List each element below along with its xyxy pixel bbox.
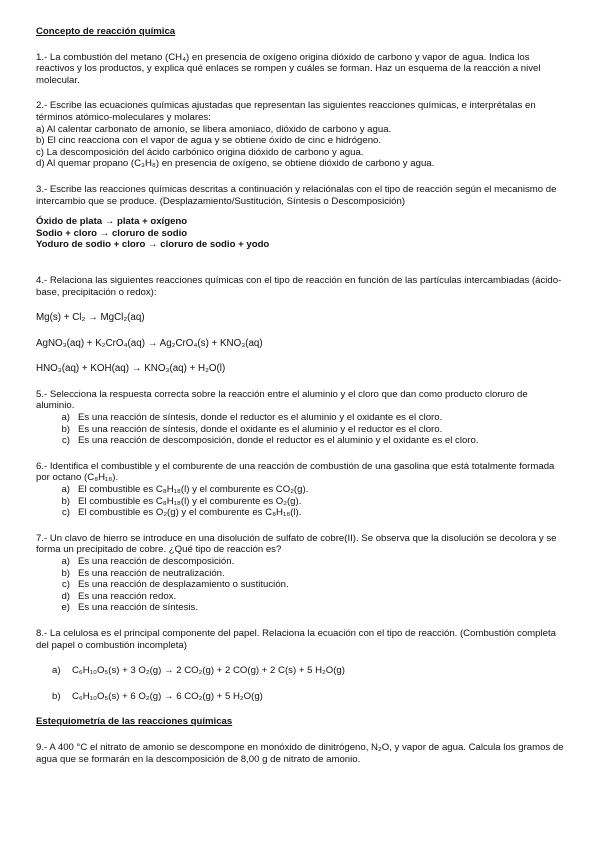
- question-6: 6.- Identifica el combustible y el comburente de una reacción de combustión de una gasolina que está totalmente formada por octano (C₈H₁₈).: [36, 460, 555, 484]
- question-5-option-c: [36, 435, 566, 447]
- equation-text: C₆H₁₀O₅(s) + 3 O₂(g) → 2 CO₂(g) + 2 CO(g) + 2 C(s) + 5 H₂O(g): [72, 665, 345, 677]
- question-8-equation-b: [36, 691, 566, 703]
- option-text: Es una reacción redox.: [78, 590, 177, 602]
- option-text: El combustible es C₈H₁₈(l) y el comburente es O₂(g).: [78, 495, 302, 507]
- question-9: 9.- A 400 °C el nitrato de amonio se descompone en monóxido de dinitrógeno, N₂O, y vapor de agua. Calcula los gramos de agua que se formarán en la descomposición de 8,00 g de nitrato de amonio.: [36, 741, 564, 765]
- question-8-equation-a: [36, 665, 566, 677]
- question-2-item-b: b) El cinc reacciona con el vapor de agua y se obtiene óxido de cinc e hidrógeno.: [36, 135, 382, 147]
- question-4-equation-2: AgNO₃(aq) + K₂CrO₄(aq) → Ag₂CrO₄(s) + KNO₃(aq): [36, 337, 263, 349]
- option-letter: c): [62, 579, 70, 591]
- option-text: Es una reacción de síntesis.: [78, 602, 198, 614]
- question-7-option-a: [36, 556, 566, 568]
- section-heading-concept: Concepto de reacción química: [36, 26, 176, 37]
- question-3-reaction-3: Yoduro de sodio + cloro → cloruro de sodio + yodo: [36, 239, 270, 251]
- question-7-option-b: [36, 568, 566, 580]
- option-letter: a): [61, 412, 70, 424]
- option-letter: b): [61, 423, 70, 435]
- question-7-option-c: [36, 579, 566, 591]
- question-3-reaction-2: Sodio + cloro → cloruro de sodio: [36, 227, 188, 239]
- question-4-equation-3: HNO₃(aq) + KOH(aq) → KNO₃(aq) + H₂O(l): [36, 363, 226, 375]
- question-2-item-d: d) Al quemar propano (C₃H₈) en presencia de oxígeno, se obtiene dióxido de carbono y agua.: [36, 158, 435, 170]
- question-5-option-b: [36, 424, 566, 436]
- option-text: Es una reacción de síntesis, donde el reductor es el aluminio y el oxidante es el cloro.: [78, 412, 443, 424]
- question-7-option-e: [36, 602, 566, 614]
- question-1: 1.- La combustión del metano (CH₄) en presencia de oxígeno origina dióxido de carbono y vapor de agua. Indica los reactivos y los productos, y explica qué enlaces se rompen y cuáles se forman. Haz un esquema de la reacción a nivel molecular.: [36, 51, 541, 86]
- question-6-option-a: [36, 484, 566, 496]
- option-letter: e): [61, 602, 70, 614]
- option-letter: a): [61, 556, 70, 567]
- equation-text: C₆H₁₀O₅(s) + 6 O₂(g) → 6 CO₂(g) + 5 H₂O(g): [72, 690, 263, 702]
- question-2: 2.- Escribe las ecuaciones químicas ajustadas que representan las siguientes reacciones químicas, e interprétalas en términos atómico-moleculares y molares:: [36, 100, 536, 123]
- option-letter: c): [62, 435, 70, 447]
- option-letter: c): [62, 507, 70, 519]
- option-text: Es una reacción de descomposición.: [78, 556, 235, 567]
- question-4-equation-1: Mg(s) + Cl₂ → MgCl₂(aq): [36, 312, 145, 324]
- question-2-item-c: c) La descomposición del ácido carbónico origina dióxido de carbono y agua.: [36, 146, 364, 158]
- question-3-reaction-1: Óxido de plata → plata + oxígeno: [36, 216, 188, 228]
- option-text: Es una reacción de síntesis, donde el oxidante es el aluminio y el reductor es el cloro.: [78, 423, 443, 435]
- question-8: 8.- La celulosa es el principal componente del papel. Relaciona la ecuación con el tipo de reacción. (Combustión completa del papel o combustión incompleta): [36, 627, 556, 651]
- question-3: 3.- Escribe las reacciones químicas descritas a continuación y relaciónalas con el tipo de reacción según el mecanismo de intercambio que se produce. (Desplazamiento/Sustitución, Síntesis o Descomposición): [36, 183, 557, 207]
- option-text: El combustible es O₂(g) y el comburente es C₈H₁₈(l).: [78, 507, 302, 519]
- question-5: 5.- Selecciona la respuesta correcta sobre la reacción entre el aluminio y el cloro que dan como producto cloruro de aluminio.: [36, 388, 528, 412]
- option-text: Es una reacción de descomposición, donde el reductor es el aluminio y el oxidante es el cloro.: [78, 435, 479, 447]
- question-6-option-c: [36, 507, 566, 519]
- option-letter: a): [61, 484, 70, 496]
- option-text: Es una reacción de neutralización.: [78, 567, 225, 579]
- section-heading-stoichiometry: Estequiometría de las reacciones químicas: [36, 716, 233, 728]
- option-letter: a): [52, 665, 61, 677]
- option-text: Es una reacción de desplazamiento o sustitución.: [78, 579, 289, 591]
- question-5-option-a: [36, 412, 566, 424]
- option-text: El combustible es C₈H₁₈(l) y el comburente es CO₂(g).: [78, 484, 309, 496]
- question-4: 4.- Relaciona las siguientes reacciones químicas con el tipo de reacción en función de las partículas intercambiadas (ácido-base, precipitación o redox):: [36, 274, 562, 298]
- option-letter: d): [61, 590, 70, 602]
- option-letter: b): [61, 495, 70, 507]
- question-7-option-d: [36, 591, 566, 603]
- question-7: 7.- Un clavo de hierro se introduce en una disolución de sulfato de cobre(II). Se observa que la disolución se decolora y se forma un precipitado de cobre. ¿Qué tipo de reacción es?: [36, 532, 557, 556]
- worksheet: [36, 26, 566, 765]
- option-letter: b): [52, 690, 61, 702]
- option-letter: b): [61, 567, 70, 579]
- question-6-option-b: [36, 496, 566, 508]
- question-2-item-a: a) Al calentar carbonato de amonio, se libera amoniaco, dióxido de carbono y agua.: [36, 123, 392, 135]
